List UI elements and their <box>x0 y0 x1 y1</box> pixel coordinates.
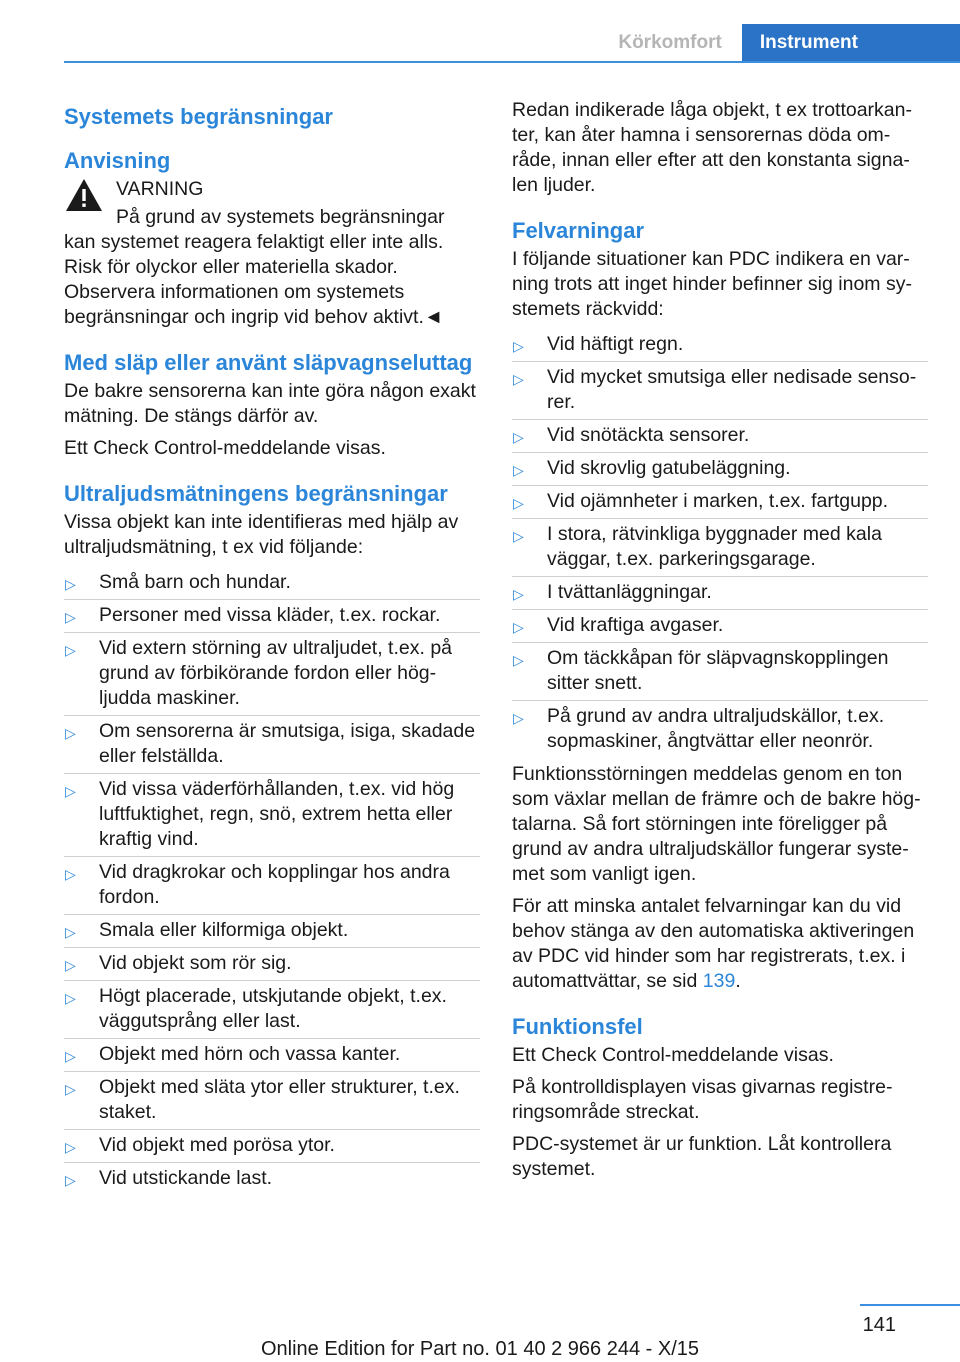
bullet-icon: ▷ <box>513 710 524 726</box>
list-item: ▷ Vid objekt som rör sig. <box>64 947 480 980</box>
bullet-icon: ▷ <box>65 1139 76 1155</box>
list-item: ▷ Personer med vissa kläder, t.ex. rockar. <box>64 599 480 632</box>
paragraph: I följande situationer kan PDC indikera en varning trots att inget hinder befinner sig inom systemets räckvidd: <box>512 248 912 320</box>
paragraph: Ett Check Control-meddelande visas. <box>64 437 386 459</box>
list-item: ▷ Vid objekt med porösa ytor. <box>64 1129 480 1162</box>
section-heading-anvisning: Anvisning <box>64 148 171 173</box>
warning-label: VARNING <box>116 178 204 200</box>
tab-korkomfort[interactable]: Körkomfort <box>598 24 741 62</box>
paragraph: På kontrolldisplayen visas givarnas registreringsområde streckat. <box>512 1076 893 1123</box>
page-reference-link[interactable]: 139 <box>702 970 736 992</box>
bullet-icon: ▷ <box>513 462 524 478</box>
bullet-list <box>64 567 480 1195</box>
list-item: ▷ Vid extern störning av ultraljudet, t.ex. på grund av förbikörande fordon eller högljudda maskiner. <box>64 632 480 715</box>
list-item: ▷ Vid vissa väderförhållanden, t.ex. vid hög luftfuktighet, regn, snö, extrem hetta eller kraftig vind. <box>64 773 480 856</box>
list-item: ▷ Vid dragkrokar och kopplingar hos andra fordon. <box>64 856 480 914</box>
bullet-icon: ▷ <box>65 990 76 1006</box>
list-item: ▷ Vid snötäckta sensorer. <box>512 419 928 452</box>
bullet-icon: ▷ <box>65 1048 76 1064</box>
bullet-icon: ▷ <box>65 1081 76 1097</box>
list-item: ▷ I tvättanläggningar. <box>512 576 928 609</box>
bullet-icon: ▷ <box>65 609 76 625</box>
paragraph: Ett Check Control-meddelande visas. <box>512 1044 834 1066</box>
list-item: ▷ Objekt med släta ytor eller strukturer, t.ex. staket. <box>64 1071 480 1129</box>
bullet-icon: ▷ <box>65 642 76 658</box>
list-item: ▷ I stora, rätvinkliga byggnader med kala väggar, t.ex. parkeringsgarage. <box>512 518 928 576</box>
right-column <box>512 98 928 1189</box>
list-item: ▷ Vid ojämnheter i marken, t.ex. fartgupp. <box>512 485 928 518</box>
bullet-icon: ▷ <box>65 725 76 741</box>
warning-triangle-icon <box>64 177 104 213</box>
paragraph: Vissa objekt kan inte identifieras med hjälp av ultraljudsmätning, t ex vid följande: <box>64 511 459 558</box>
list-item: ▷ På grund av andra ultraljudskällor, t.ex. sopmaskiner, ångtvättar eller neonrör. <box>512 700 928 758</box>
list-item: ▷ Små barn och hundar. <box>64 567 480 599</box>
left-column <box>64 98 480 1199</box>
list-item: ▷ Smala eller kilformiga objekt. <box>64 914 480 947</box>
bullet-icon: ▷ <box>65 783 76 799</box>
warning-box <box>64 177 480 330</box>
list-item: ▷ Vid mycket smutsiga eller nedisade sensorer. <box>512 361 928 419</box>
paragraph <box>512 894 928 994</box>
paragraph: Funktionsstörningen meddelas genom en ton som växlar mellan de främre och de bakre högtalarna. Så fort störningen inte föreligger på grund av andra ultraljudskällor fungerar systemet som vanligt igen. <box>512 763 921 885</box>
bullet-icon: ▷ <box>65 866 76 882</box>
header-divider <box>64 61 960 63</box>
paragraph: PDC-systemet är ur funktion. Låt kontrollera systemet. <box>512 1133 892 1180</box>
paragraph-text: För att minska antalet felvarningar kan du vid behov stänga av den automatiska aktiveringen av PDC vid hinder som har registrerats, t.ex. i automattvättar, se sid <box>512 895 915 992</box>
list-item: ▷ Högt placerade, utskjutande objekt, t.ex. väggutsprång eller last. <box>64 980 480 1038</box>
bullet-icon: ▷ <box>513 528 524 544</box>
section-heading-ultraljud: Ultraljudsmätningens begränsningar <box>64 481 448 506</box>
header-tabs <box>598 24 960 62</box>
bullet-icon: ▷ <box>513 429 524 445</box>
warning-text: På grund av systemets begränsningar kan systemet reagera felaktigt eller inte alls. Risk för olyckor eller materiella skador. Observera informationen om systemets begränsningar och ingrip vid behov aktivt.◄ <box>64 206 445 328</box>
bullet-icon: ▷ <box>513 495 524 511</box>
list-item: ▷ Objekt med hörn och vassa kanter. <box>64 1038 480 1071</box>
bullet-icon: ▷ <box>65 576 76 592</box>
bullet-icon: ▷ <box>513 586 524 602</box>
list-item: ▷ Om täckkåpan för släpvagnskopplingen sitter snett. <box>512 642 928 700</box>
footer-edition: Online Edition for Part no. 01 40 2 966 244 - X/15 <box>260 1338 700 1360</box>
list-item: ▷ Om sensorerna är smutsiga, isiga, skadade eller felställda. <box>64 715 480 773</box>
section-heading-funktionsfel: Funktionsfel <box>512 1014 643 1039</box>
bullet-icon: ▷ <box>65 957 76 973</box>
bullet-list <box>512 329 928 758</box>
bullet-icon: ▷ <box>65 1172 76 1188</box>
page-title: Systemets begränsningar <box>64 104 333 129</box>
bullet-icon: ▷ <box>513 619 524 635</box>
bullet-icon: ▷ <box>513 652 524 668</box>
paragraph-end: . <box>735 970 741 992</box>
tab-instrument[interactable]: Instrument <box>742 24 960 62</box>
list-item: ▷ Vid kraftiga avgaser. <box>512 609 928 642</box>
section-heading-felvarningar: Felvarningar <box>512 218 645 243</box>
list-item: ▷ Vid skrovlig gatubeläggning. <box>512 452 928 485</box>
bullet-icon: ▷ <box>513 338 524 354</box>
bullet-icon: ▷ <box>65 924 76 940</box>
paragraph: De bakre sensorerna kan inte göra någon exakt mätning. De stängs därför av. <box>64 380 476 427</box>
list-item: ▷ Vid utstickande last. <box>64 1162 480 1195</box>
paragraph: Redan indikerade låga objekt, t ex trottoarkanter, kan åter hamna i sensorernas döda område, innan eller efter att den konstanta signalen ljuder. <box>512 99 912 196</box>
section-heading-slap: Med släp eller använt släpvagnseluttag <box>64 350 473 375</box>
bullet-icon: ▷ <box>513 371 524 387</box>
list-item: ▷ Vid häftigt regn. <box>512 329 928 361</box>
footer-divider <box>860 1304 960 1306</box>
page-number: 141 <box>862 1314 896 1336</box>
